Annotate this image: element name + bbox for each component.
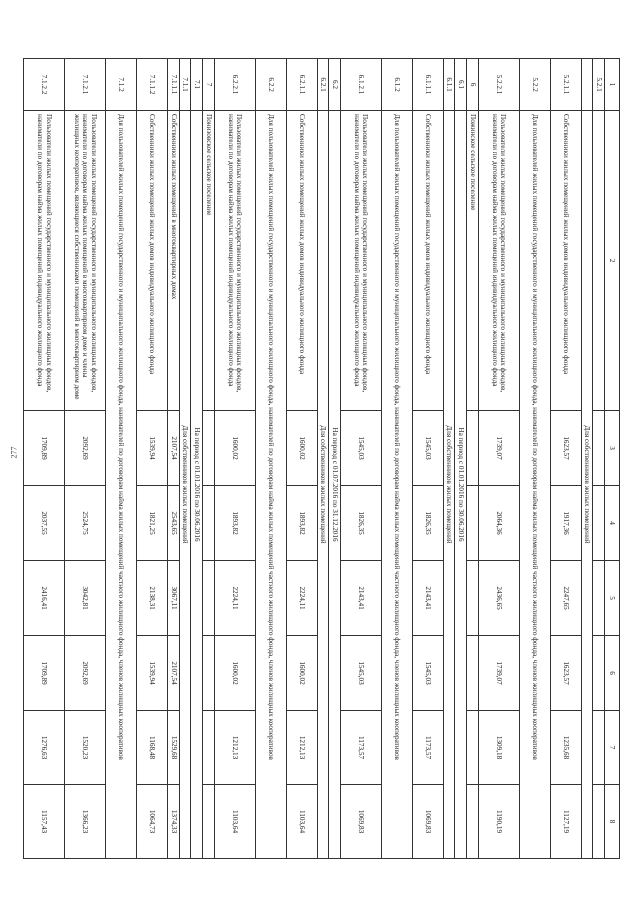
tariff-value: 1600,02 — [286, 411, 317, 486]
tariff-value: 1539,94 — [136, 636, 167, 711]
tariff-value — [593, 486, 605, 561]
table-row — [136, 59, 167, 859]
row-description: Собственники жилых помещений жилых домов индивидуального жилищного фонда — [412, 111, 443, 411]
tariff-value: 2247,65 — [550, 561, 581, 636]
tariff-value: 2138,31 — [136, 561, 167, 636]
col-header: 6 — [605, 636, 620, 711]
tariff-value: 1173,57 — [412, 711, 443, 785]
table-row — [329, 59, 341, 859]
tariff-value — [467, 411, 479, 486]
table-row — [317, 59, 329, 859]
tariff-value — [467, 636, 479, 711]
tariff-value: 1127,19 — [550, 785, 581, 859]
tariff-value: 1826,35 — [340, 486, 381, 561]
tariff-value — [467, 785, 479, 859]
row-code: 6.1.2 — [381, 59, 412, 111]
tariff-value: 1374,33 — [167, 785, 179, 859]
table-body — [23, 59, 604, 859]
tariff-value — [467, 561, 479, 636]
tariff-value: 1168,48 — [136, 711, 167, 785]
tariff-value: 1826,35 — [412, 486, 443, 561]
tariff-value: 1739,07 — [478, 411, 519, 486]
tariff-value: 2037,55 — [23, 486, 64, 561]
tariff-value: 1276,63 — [23, 711, 64, 785]
table-row — [202, 59, 214, 859]
tariff-value: 1190,19 — [478, 785, 519, 859]
tariff-value: 1212,13 — [214, 711, 255, 785]
section-heading: Для собственников жилых помещений — [317, 111, 329, 859]
tariff-value: 2224,11 — [214, 561, 255, 636]
tariff-value — [467, 486, 479, 561]
tariff-value: 2064,36 — [478, 486, 519, 561]
tariff-value: 1539,94 — [136, 411, 167, 486]
row-code: 5.2.1 — [593, 59, 605, 111]
tariff-value: 2543,65 — [167, 486, 179, 561]
tariff-value: 1709,89 — [23, 411, 64, 486]
tariff-value — [593, 561, 605, 636]
tariff-value — [593, 411, 605, 486]
table-row — [179, 59, 191, 859]
row-code: 6.1.1.1 — [412, 59, 443, 111]
tariff-value: 1600,02 — [214, 636, 255, 711]
row-code: 6 — [467, 59, 479, 111]
tariff-table — [23, 58, 620, 859]
tariff-value: 1709,89 — [23, 636, 64, 711]
table-row — [550, 59, 581, 859]
tariff-value: 1545,03 — [340, 636, 381, 711]
row-code: 7.1 — [191, 59, 203, 111]
tariff-value: 1821,25 — [136, 486, 167, 561]
table-row — [412, 59, 443, 859]
tariff-value: 1893,82 — [214, 486, 255, 561]
section-heading: Для пользователей жилых помещений государственного и муниципального жилищного фонда, нанимателей по договорам найма жилых помещений частного жилищного фонда, членов жилищных кооперативов — [255, 111, 286, 859]
tariff-value: 1600,02 — [214, 411, 255, 486]
tariff-value: 1623,57 — [550, 636, 581, 711]
tariff-value: 2107,54 — [167, 411, 179, 486]
tariff-value: 3042,81 — [64, 561, 105, 636]
tariff-value: 1069,83 — [412, 785, 443, 859]
table-row — [286, 59, 317, 859]
col-header: 4 — [605, 486, 620, 561]
row-description: Собственники жилых помещений в многоквартирных домах — [167, 111, 179, 411]
tariff-value: 2092,69 — [64, 411, 105, 486]
tariff-value: 1309,18 — [478, 711, 519, 785]
table-row — [581, 59, 593, 859]
section-heading: Для собственников жилых помещений — [443, 111, 455, 859]
row-description: Пожинское сельское поселение — [467, 111, 479, 411]
table-header-row — [605, 59, 620, 859]
tariff-value — [202, 711, 214, 785]
tariff-value: 1157,43 — [23, 785, 64, 859]
tariff-value: 1529,68 — [167, 711, 179, 785]
tariff-value — [202, 636, 214, 711]
tariff-value: 1893,82 — [286, 486, 317, 561]
tariff-value — [202, 486, 214, 561]
tariff-value: 2092,69 — [64, 636, 105, 711]
row-code: 6.1 — [455, 59, 467, 111]
tariff-value — [593, 785, 605, 859]
row-description: Пользователи жилых помещений государственного и муниципального жилищных фондов, наниматели по договорам найма жилых помещений индивидуального жилищного фонда — [478, 111, 519, 411]
section-heading: Для пользователей жилых помещений государственного и муниципального жилищного фонда, нанимателей по договорам найма жилых помещений частного жилищного фонда, членов жилищных кооперативов — [381, 111, 412, 859]
row-code: 7 — [202, 59, 214, 111]
tariff-value: 1623,57 — [550, 411, 581, 486]
row-code: 6.2.1 — [317, 59, 329, 111]
table-row — [381, 59, 412, 859]
rotated-table-container — [35, 58, 620, 858]
row-description: Собственники жилых помещений жилых домов индивидуального жилищного фонда — [286, 111, 317, 411]
tariff-value — [593, 636, 605, 711]
tariff-value: 3067,11 — [167, 561, 179, 636]
row-description: Пользователи жилых помещений государственного и муниципального жилищных фондов, наниматели по договорам найма жилых помещений индивидуального жилищного фонда — [23, 111, 64, 411]
table-row — [593, 59, 605, 859]
row-description — [593, 111, 605, 411]
row-description: Пользователи жилых помещений государственного и муниципального жилищных фондов, наниматели по договорам найма жилых помещений индивидуального жилищного фонда — [340, 111, 381, 411]
row-code: 7.1.2.2 — [23, 59, 64, 111]
col-header: 5 — [605, 561, 620, 636]
section-heading: Для пользователей жилых помещений государственного и муниципального жилищного фонда, нанимателей по договорам найма жилых помещений частного жилищного фонда, членов жилищных кооперативов — [519, 111, 550, 859]
tariff-value — [593, 711, 605, 785]
tariff-value: 1069,83 — [340, 785, 381, 859]
row-code: 6.2.1.1 — [286, 59, 317, 111]
tariff-value — [202, 785, 214, 859]
tariff-value: 1545,03 — [412, 411, 443, 486]
col-header: 1 — [605, 59, 620, 111]
tariff-value: 1103,64 — [286, 785, 317, 859]
tariff-value — [202, 561, 214, 636]
table-row — [191, 59, 203, 859]
table-row — [255, 59, 286, 859]
tariff-value: 1545,03 — [340, 411, 381, 486]
tariff-value: 2107,54 — [167, 636, 179, 711]
row-code: 6.1.2.1 — [340, 59, 381, 111]
table-row — [467, 59, 479, 859]
table-row — [443, 59, 455, 859]
section-heading: Для собственников жилых помещений — [581, 111, 593, 859]
col-header: 7 — [605, 711, 620, 785]
row-code: 6.2 — [329, 59, 341, 111]
tariff-value: 1064,73 — [136, 785, 167, 859]
section-heading: На период с 01.01.2016 по 30.06.2016 — [455, 111, 467, 859]
table-row — [519, 59, 550, 859]
row-description: Пользователи жилых помещений государственного и муниципального жилищных фондов, наниматели по договорам найма жилых помещений индивидуального жилищного фонда — [214, 111, 255, 411]
row-code — [581, 59, 593, 111]
row-code: 7.1.2 — [105, 59, 136, 111]
tariff-value: 1520,23 — [64, 711, 105, 785]
row-description: Собственники жилых помещений жилых домов индивидуального жилищного фонда — [136, 111, 167, 411]
table-row — [455, 59, 467, 859]
section-heading: На период с 01.01.2016 по 30.06.2016 — [191, 111, 203, 859]
tariff-value: 2143,41 — [340, 561, 381, 636]
tariff-value: 2524,75 — [64, 486, 105, 561]
tariff-value: 1545,03 — [412, 636, 443, 711]
row-code: 7.1.1 — [179, 59, 191, 111]
tariff-value: 1212,13 — [286, 711, 317, 785]
row-code: 7.1.1.2 — [136, 59, 167, 111]
row-code: 5.2.1.1 — [550, 59, 581, 111]
row-code: 7.1.1.1 — [167, 59, 179, 111]
tariff-value: 1366,23 — [64, 785, 105, 859]
row-code: 6.2.2 — [255, 59, 286, 111]
table-row — [64, 59, 105, 859]
table-row — [478, 59, 519, 859]
col-header: 3 — [605, 411, 620, 486]
tariff-value: 1173,57 — [340, 711, 381, 785]
row-code: 5.2.2 — [519, 59, 550, 111]
row-code: 5.2.2.1 — [478, 59, 519, 111]
table-row — [214, 59, 255, 859]
col-header: 2 — [605, 111, 620, 411]
row-description: Собственники жилых помещений жилых домов индивидуального жилищного фонда — [550, 111, 581, 411]
page-number: 277 — [9, 446, 19, 459]
tariff-value: 2143,41 — [412, 561, 443, 636]
row-code: 7.1.2.1 — [64, 59, 105, 111]
tariff-value: 1600,02 — [286, 636, 317, 711]
section-heading: Для пользователей жилых помещений государственного и муниципального жилищного фонда, нанимателей по договорам найма жилых помещений частного жилищного фонда, членов жилищных кооперативов — [105, 111, 136, 859]
table-row — [23, 59, 64, 859]
row-description: Пользователи жилых помещений государственного и муниципального жилищных фондов, наниматели по договорам найма жилых помещений в многоквартирном доме и члены жилищных кооперативов, являющиеся собственниками помещений в многоквартирном доме — [64, 111, 105, 411]
tariff-value: 1739,07 — [478, 636, 519, 711]
table-row — [105, 59, 136, 859]
tariff-value: 2416,41 — [23, 561, 64, 636]
row-description: Понизовское сельское поселение — [202, 111, 214, 411]
tariff-value: 2436,65 — [478, 561, 519, 636]
col-header: 8 — [605, 785, 620, 859]
table-row — [167, 59, 179, 859]
table-row — [340, 59, 381, 859]
tariff-value: 1917,36 — [550, 486, 581, 561]
tariff-value — [467, 711, 479, 785]
section-heading: Для собственников жилых помещений — [179, 111, 191, 859]
tariff-value: 1235,68 — [550, 711, 581, 785]
row-code: 6.1.1 — [443, 59, 455, 111]
row-code: 6.2.2.1 — [214, 59, 255, 111]
tariff-value — [202, 411, 214, 486]
tariff-value: 1103,64 — [214, 785, 255, 859]
section-heading: На период с 01.07.2016 по 31.12.2016 — [329, 111, 341, 859]
tariff-value: 2224,11 — [286, 561, 317, 636]
